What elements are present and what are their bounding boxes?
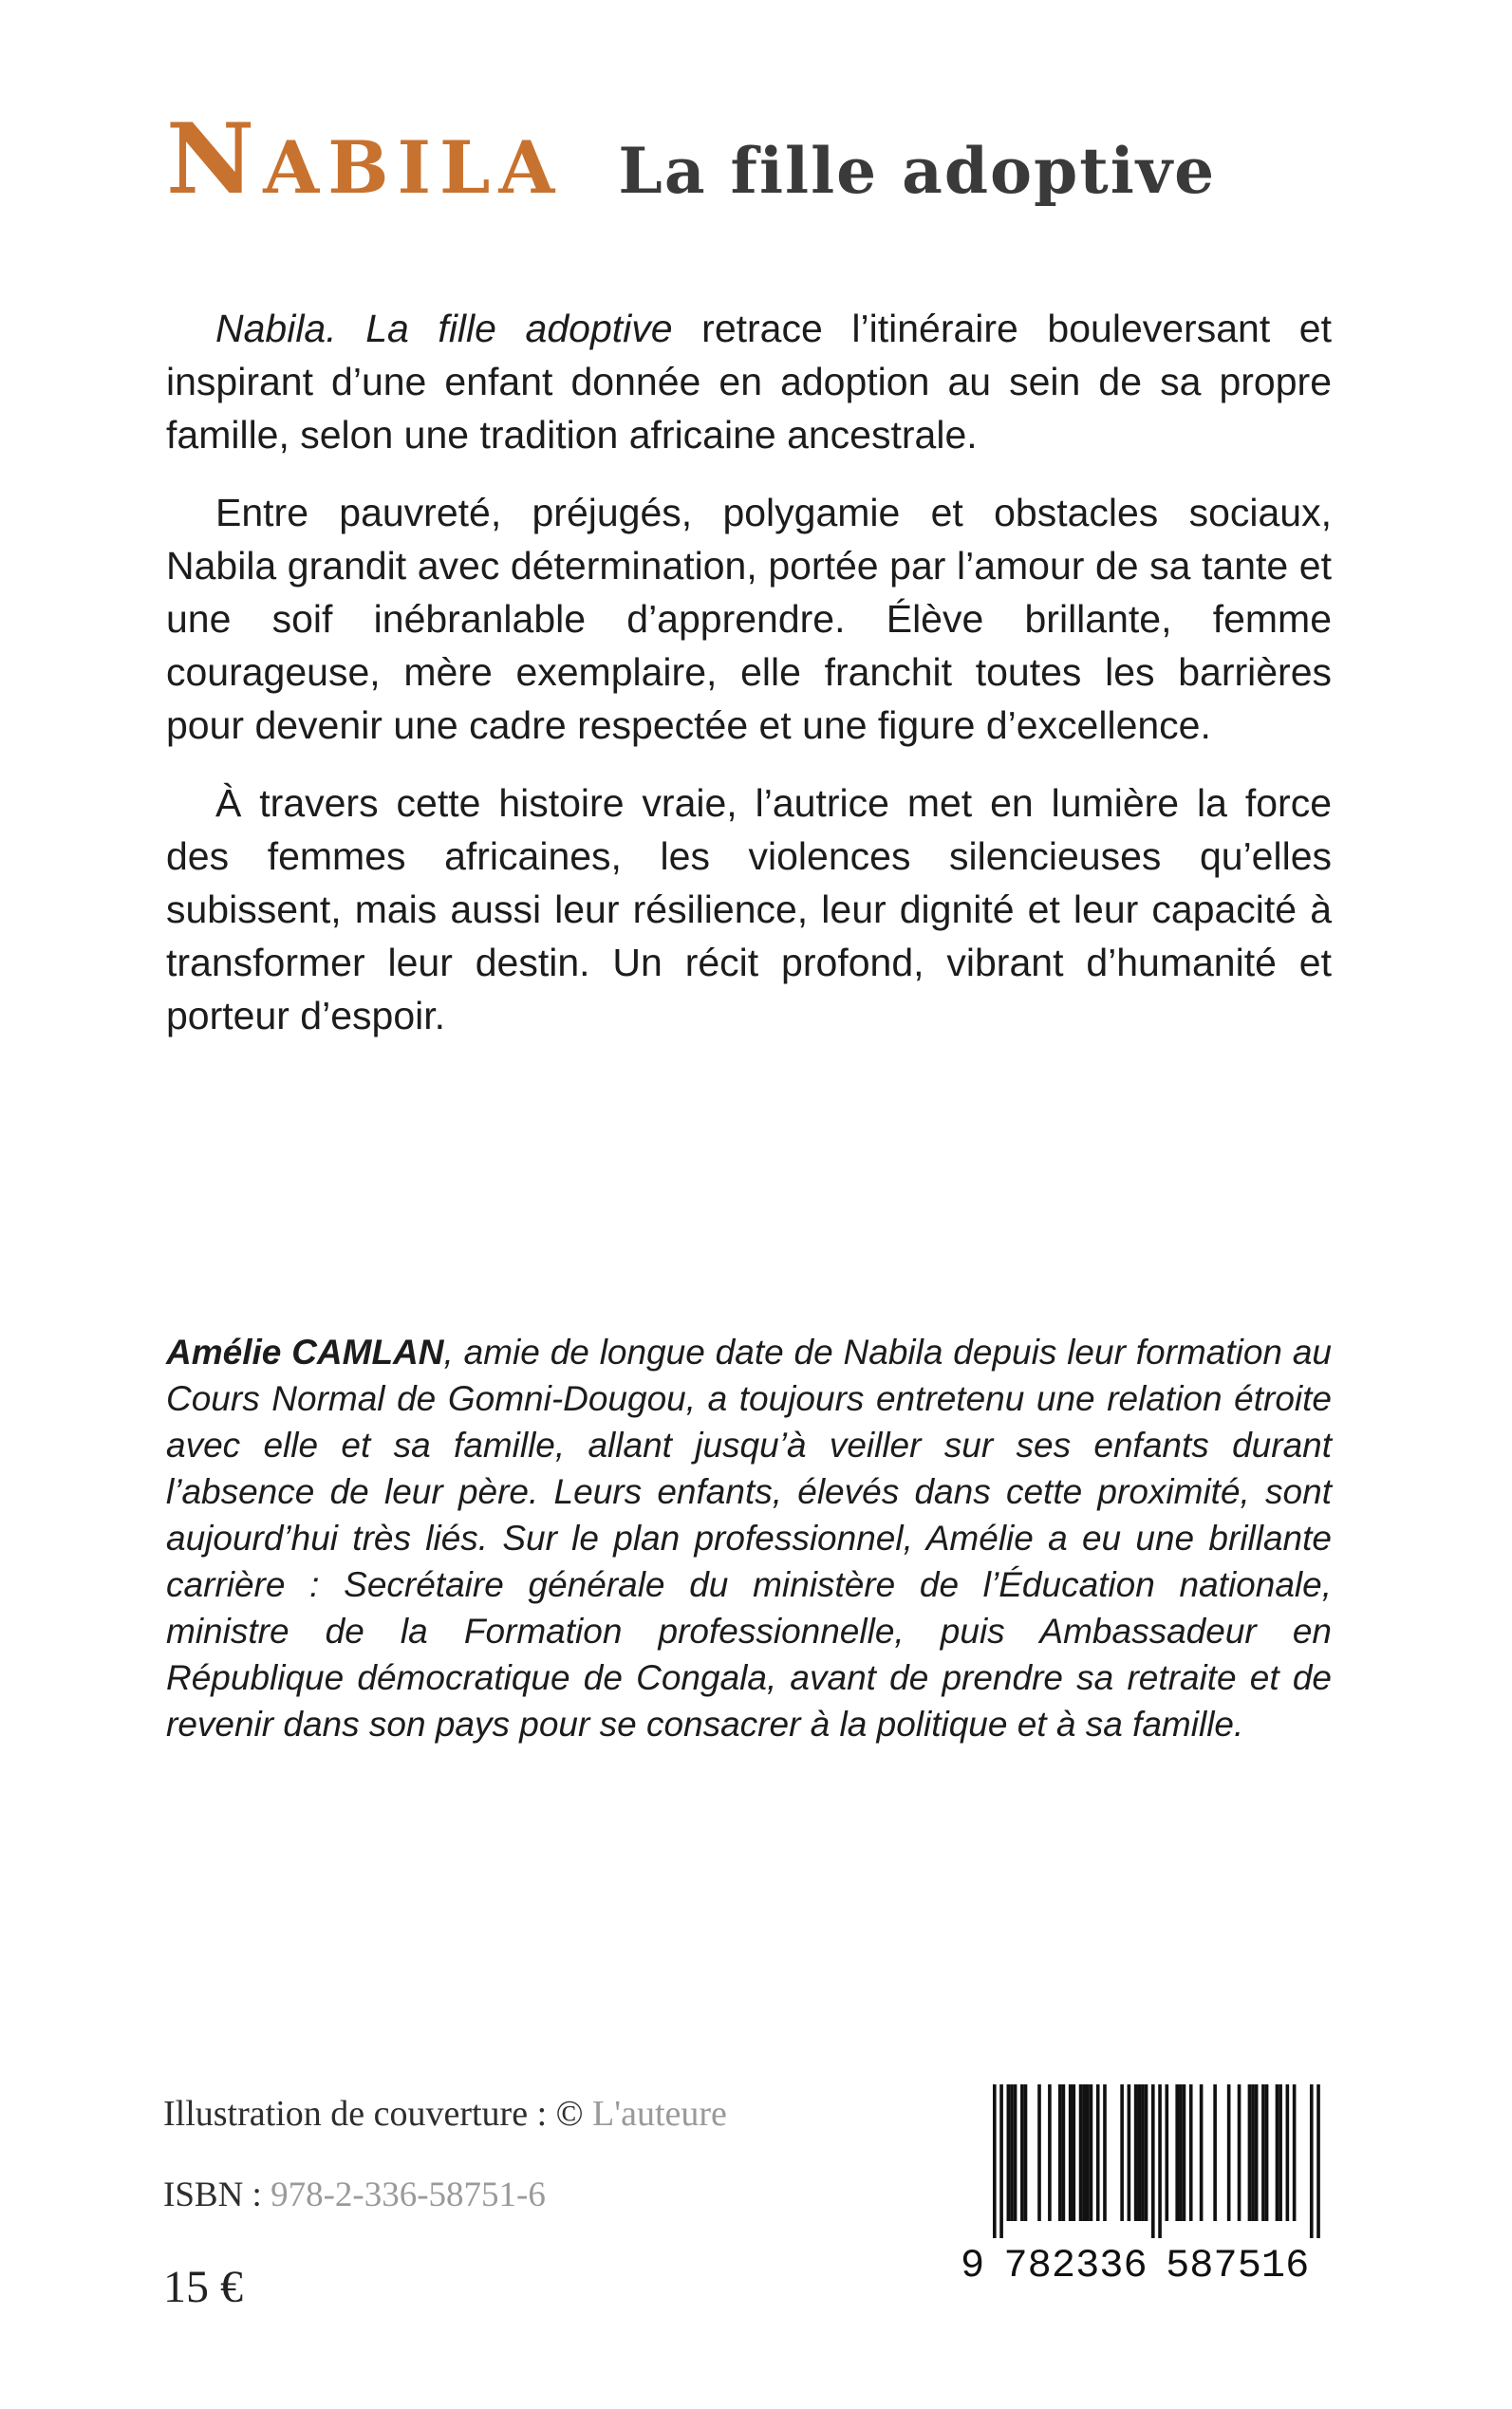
credits-block <box>163 2093 727 2313</box>
book-title-inline: Nabila. La fille adoptive <box>215 307 673 350</box>
isbn-line <box>163 2175 727 2215</box>
title-block <box>166 103 1216 216</box>
price: 15 € <box>163 2262 243 2312</box>
book-title-initial: N <box>166 103 264 216</box>
synopsis-paragraph-2: Entre pauvreté, préjugés, polygamie et obstacles sociaux, Nabila grandit avec détermination, portée par l’amour de sa tante et une soif inébranlable d’apprendre. Élève brillante, femme courageuse, mère exemplaire, elle franchit toutes les barrières pour devenir une cadre respectée et une figure d’excellence. <box>166 491 1332 747</box>
svg-text:782336: 782336 <box>1003 2243 1148 2286</box>
illustration-credit-line <box>163 2093 727 2135</box>
synopsis <box>166 302 1332 1067</box>
illustration-credit-value: L'auteure <box>592 2094 727 2134</box>
synopsis-paragraph-1-text: retrace l’itinéraire bouleversant et inspirant d’une enfant donnée en adoption au sein de sa propre famille, selon une tradition africaine ancestrale. <box>166 307 1332 457</box>
book-subtitle: La fille adoptive <box>618 134 1217 208</box>
book-title <box>166 103 563 216</box>
author-bio <box>166 1329 1332 1747</box>
svg-text:9: 9 <box>961 2243 985 2286</box>
isbn-value: 978-2-336-58751-6 <box>271 2176 546 2214</box>
author-name: Amélie CAMLAN <box>166 1333 444 1372</box>
book-title-rest: ABILA <box>263 125 564 210</box>
illustration-credit-label: Illustration de couverture : © <box>163 2094 593 2134</box>
author-bio-paragraph <box>166 1329 1332 1747</box>
author-bio-text: , amie de longue date de Nabila depuis leur formation au Cours Normal de Gomni-Dougou, a toujours entretenu une relation étroite avec elle et sa famille, allant jusqu’à veiller sur ses enfants durant l’absence de leur père. Leurs enfants, élevés dans cette proximité, sont aujourd’hui très liés. Sur le plan professionnel, Amélie a eu une brillante carrière : Secrétaire générale du ministère de l’Éducation nationale, ministre de la Formation professionnelle, puis Ambassadeur en République démocratique de Congala, avant de prendre sa retraite et de revenir dans son pays pour se consacrer à la politique et à sa famille. <box>166 1333 1332 1744</box>
ean13-barcode <box>961 2084 1333 2286</box>
barcode-svg <box>961 2084 1333 2286</box>
synopsis-paragraph-1 <box>166 302 1332 461</box>
isbn-label: ISBN : <box>163 2176 271 2214</box>
synopsis-paragraph-3: À travers cette histoire vraie, l’autrice met en lumière la force des femmes africaines, les violences silencieuses qu’elles subissent, mais aussi leur résilience, leur dignité et leur capacité à transformer leur destin. Un récit profond, vibrant d’humanité et porteur d’espoir. <box>166 781 1332 1037</box>
svg-text:587516: 587516 <box>1166 2243 1310 2286</box>
